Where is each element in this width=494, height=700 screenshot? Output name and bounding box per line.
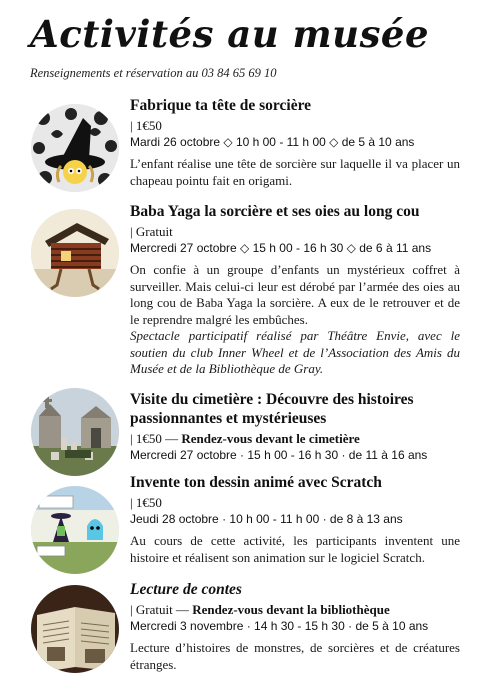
event-price: | 1€50 —: [130, 431, 182, 446]
event-scratch: [130, 473, 460, 566]
event-date: Jeudi 28 octobre · 10 h 00 - 11 h 00 · de 8 à 13 ans: [130, 512, 403, 526]
event-description: Au cours de cette activité, les participants inventent une histoire et réalisent son animation sur le logiciel Scratch.: [130, 533, 460, 565]
cemetery-illustration: [31, 388, 119, 476]
event-price-place: [130, 431, 460, 447]
event-price: | 1€50: [130, 118, 162, 133]
scratch-screenshot-illustration: [31, 486, 119, 574]
baba-yaga-image: [31, 209, 119, 297]
event-baba-yaga: [130, 202, 460, 378]
event-price: | 1€50: [130, 495, 162, 510]
event-date: Mercredi 3 novembre · 14 h 30 - 15 h 30 · de 5 à 10 ans: [130, 619, 429, 633]
event-description: L’enfant réalise une tête de sorcière sur laquelle il va placer un chapeau pointu fait en origami.: [130, 156, 460, 188]
witch-head-illustration: [31, 104, 119, 192]
event-meeting-point: Rendez-vous devant le cimetière: [181, 431, 360, 446]
cemetery-image: [31, 388, 119, 476]
storytelling-image: [31, 585, 119, 673]
event-date: Mardi 26 octobre ◇ 10 h 00 - 11 h 00 ◇ de 5 à 10 ans: [130, 135, 415, 149]
event-credit: Spectacle participatif réalisé par Théâtre Envie, avec le soutien du club Inner Wheel et de l’Association des Amis du Musée et de la Bibliothèque de Gray.: [130, 328, 460, 376]
event-meeting-point: Rendez-vous devant la bibliothèque: [192, 602, 390, 617]
event-title: Baba Yaga la sorcière et ses oies au long cou: [130, 203, 420, 220]
page-title: Activités au musée: [30, 12, 429, 56]
event-description: On confie à un groupe d’enfants un mystérieux coffret à surveiller. Mais celui-ci leur est dérobé par l’armée des oies au long cou de Baba Yaga la sorcière. A eux de le retrouver et de le reprendre malgré les embûches.: [130, 262, 460, 327]
event-title: Fabrique ta tête de sorcière: [130, 97, 312, 114]
event-title: Lecture de contes: [130, 581, 242, 598]
event-title: Invente ton dessin animé avec Scratch: [130, 474, 382, 491]
event-description: Lecture d’histoires de monstres, de sorcières et de créatures étranges.: [130, 640, 460, 672]
event-price: | Gratuit: [130, 224, 173, 239]
reservation-info: Renseignements et réservation au 03 84 65 69 10: [30, 66, 277, 80]
event-price: | Gratuit —: [130, 602, 193, 617]
old-books-illustration: [31, 585, 119, 673]
event-title: Visite du cimetière : Découvre des histoires passionnantes et mystérieuses: [130, 391, 414, 427]
event-witch-head: [130, 96, 460, 189]
event-date: Mercredi 27 octobre · 15 h 00 - 16 h 30 · de 11 à 16 ans: [130, 448, 428, 462]
scratch-image: [31, 486, 119, 574]
event-price-place: [130, 602, 460, 618]
event-storytelling: [130, 580, 460, 673]
witch-head-image: [31, 104, 119, 192]
hut-on-legs-illustration: [31, 209, 119, 297]
event-cemetery-visit: [130, 390, 460, 463]
event-date: Mercredi 27 octobre ◇ 15 h 00 - 16 h 30 ◇ de 6 à 11 ans: [130, 241, 432, 255]
